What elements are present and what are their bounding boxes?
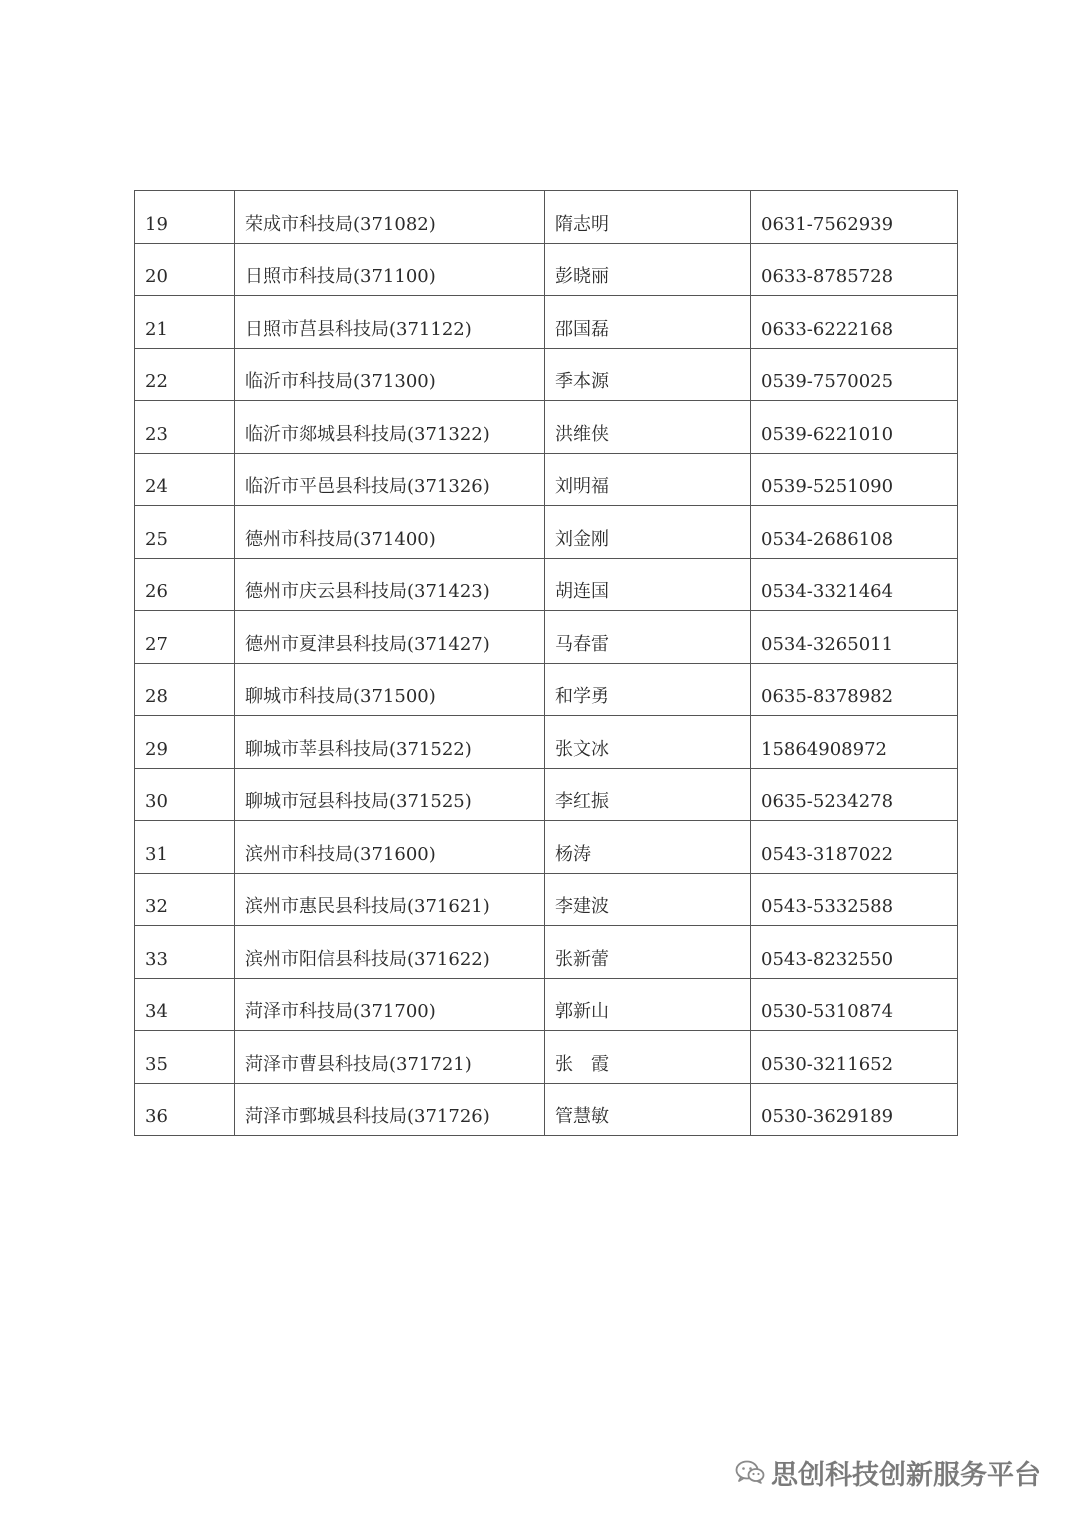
organization-cell	[235, 191, 545, 244]
phone-cell-text: 0633-8785728	[761, 266, 894, 288]
row-number-cell-text: 26	[145, 581, 168, 603]
contact-name-cell	[545, 506, 751, 559]
phone-cell-text: 0633-6222168	[761, 318, 894, 340]
contact-name-cell-text: 杨涛	[555, 843, 591, 865]
row-number-cell	[135, 611, 235, 664]
contact-name-cell	[545, 978, 751, 1031]
contact-name-cell	[545, 191, 751, 244]
organization-cell-text: 荣成市科技局(371082)	[245, 213, 436, 235]
row-number-cell	[135, 1031, 235, 1084]
table-row	[135, 348, 958, 401]
contact-name-cell	[545, 768, 751, 821]
contact-name-cell-text: 胡连国	[555, 581, 609, 603]
table-row	[135, 1083, 958, 1136]
row-number-cell-text: 28	[145, 686, 168, 708]
table-row	[135, 1031, 958, 1084]
contact-name-cell-text: 洪维侠	[555, 423, 609, 445]
organization-cell	[235, 611, 545, 664]
table-row	[135, 191, 958, 244]
organization-cell-text: 德州市科技局(371400)	[245, 528, 436, 550]
organization-cell-text: 德州市夏津县科技局(371427)	[245, 633, 490, 655]
organization-cell-text: 日照市科技局(371100)	[245, 266, 436, 288]
organization-cell-text: 临沂市平邑县科技局(371326)	[245, 476, 490, 498]
phone-cell	[751, 296, 958, 349]
row-number-cell	[135, 768, 235, 821]
row-number-cell-text: 21	[145, 318, 168, 340]
organization-cell	[235, 873, 545, 926]
row-number-cell	[135, 243, 235, 296]
row-number-cell-text: 27	[145, 633, 168, 655]
row-number-cell-text: 20	[145, 266, 168, 288]
row-number-cell	[135, 506, 235, 559]
contact-table	[134, 190, 958, 1136]
contact-name-cell-text: 彭晓丽	[555, 266, 609, 288]
contact-name-cell-text: 隋志明	[555, 213, 609, 235]
row-number-cell	[135, 926, 235, 979]
wechat-icon	[735, 1459, 765, 1485]
phone-cell-text: 0530-3629189	[761, 1106, 894, 1128]
row-number-cell	[135, 453, 235, 506]
contact-name-cell	[545, 348, 751, 401]
contact-name-cell-text: 刘明福	[555, 476, 609, 498]
phone-cell	[751, 558, 958, 611]
organization-cell-text: 菏泽市鄄城县科技局(371726)	[245, 1106, 490, 1128]
phone-cell	[751, 401, 958, 454]
phone-cell	[751, 926, 958, 979]
contact-name-cell	[545, 401, 751, 454]
contact-name-cell	[545, 716, 751, 769]
table-row	[135, 243, 958, 296]
row-number-cell-text: 34	[145, 1001, 168, 1023]
phone-cell-text: 15864908972	[761, 738, 887, 760]
contact-name-cell	[545, 558, 751, 611]
phone-cell-text: 0543-5332588	[761, 896, 894, 918]
row-number-cell-text: 31	[145, 843, 168, 865]
contact-name-cell	[545, 663, 751, 716]
organization-cell-text: 临沂市科技局(371300)	[245, 371, 436, 393]
organization-cell	[235, 663, 545, 716]
row-number-cell	[135, 978, 235, 1031]
organization-cell	[235, 978, 545, 1031]
row-number-cell-text: 25	[145, 528, 168, 550]
contact-name-cell	[545, 821, 751, 874]
table-body	[135, 191, 958, 1136]
phone-cell	[751, 191, 958, 244]
organization-cell	[235, 821, 545, 874]
phone-cell	[751, 1083, 958, 1136]
contact-name-cell-text: 张文冰	[555, 738, 609, 760]
organization-cell-text: 聊城市冠县科技局(371525)	[245, 791, 472, 813]
contact-name-cell	[545, 926, 751, 979]
row-number-cell	[135, 663, 235, 716]
table-row	[135, 506, 958, 559]
phone-cell	[751, 978, 958, 1031]
phone-cell	[751, 1031, 958, 1084]
row-number-cell-text: 24	[145, 476, 168, 498]
row-number-cell	[135, 1083, 235, 1136]
phone-cell-text: 0539-5251090	[761, 476, 894, 498]
phone-cell-text: 0539-6221010	[761, 423, 894, 445]
organization-cell-text: 聊城市莘县科技局(371522)	[245, 738, 472, 760]
phone-cell-text: 0539-7570025	[761, 371, 894, 393]
organization-cell-text: 菏泽市曹县科技局(371721)	[245, 1053, 472, 1075]
contact-name-cell-text: 季本源	[555, 371, 609, 393]
table-row	[135, 873, 958, 926]
row-number-cell-text: 32	[145, 896, 168, 918]
organization-cell	[235, 1083, 545, 1136]
phone-cell-text: 0534-3265011	[761, 633, 894, 655]
row-number-cell-text: 36	[145, 1106, 168, 1128]
watermark	[735, 1452, 1041, 1492]
phone-cell-text: 0543-3187022	[761, 843, 894, 865]
row-number-cell	[135, 191, 235, 244]
phone-cell-text: 0543-8232550	[761, 948, 894, 970]
organization-cell-text: 德州市庆云县科技局(371423)	[245, 581, 490, 603]
row-number-cell-text: 35	[145, 1053, 168, 1075]
table-row	[135, 716, 958, 769]
row-number-cell-text: 22	[145, 371, 168, 393]
phone-cell-text: 0534-3321464	[761, 581, 894, 603]
table-row	[135, 401, 958, 454]
phone-cell	[751, 243, 958, 296]
phone-cell	[751, 768, 958, 821]
table-row	[135, 453, 958, 506]
organization-cell	[235, 453, 545, 506]
organization-cell-text: 日照市莒县科技局(371122)	[245, 318, 472, 340]
organization-cell-text: 滨州市惠民县科技局(371621)	[245, 896, 490, 918]
contact-name-cell-text: 邵国磊	[555, 318, 609, 340]
table-row	[135, 978, 958, 1031]
organization-cell	[235, 348, 545, 401]
phone-cell	[751, 873, 958, 926]
contact-name-cell-text: 马春雷	[555, 633, 609, 655]
phone-cell-text: 0635-5234278	[761, 791, 894, 813]
row-number-cell-text: 30	[145, 791, 168, 813]
phone-cell	[751, 663, 958, 716]
table-row	[135, 926, 958, 979]
phone-cell-text: 0534-2686108	[761, 528, 894, 550]
phone-cell-text: 0530-3211652	[761, 1053, 894, 1075]
organization-cell	[235, 558, 545, 611]
row-number-cell	[135, 296, 235, 349]
row-number-cell-text: 19	[145, 213, 168, 235]
organization-cell-text: 临沂市郯城县科技局(371322)	[245, 423, 490, 445]
contact-name-cell	[545, 1031, 751, 1084]
table-row	[135, 768, 958, 821]
contact-name-cell-text: 郭新山	[555, 1001, 609, 1023]
organization-cell-text: 滨州市科技局(371600)	[245, 843, 436, 865]
watermark-text: 思创科技创新服务平台	[771, 1459, 1041, 1491]
organization-cell-text: 菏泽市科技局(371700)	[245, 1001, 436, 1023]
organization-cell	[235, 716, 545, 769]
organization-cell	[235, 506, 545, 559]
contact-name-cell-text: 刘金刚	[555, 528, 609, 550]
row-number-cell	[135, 716, 235, 769]
phone-cell	[751, 453, 958, 506]
contact-name-cell	[545, 296, 751, 349]
contact-name-cell-text: 李红振	[555, 791, 609, 813]
contact-name-cell	[545, 243, 751, 296]
organization-cell-text: 聊城市科技局(371500)	[245, 686, 436, 708]
table-row	[135, 821, 958, 874]
row-number-cell	[135, 558, 235, 611]
contact-name-cell	[545, 453, 751, 506]
contact-name-cell-text: 张 霞	[555, 1053, 609, 1075]
contact-name-cell-text: 张新蕾	[555, 948, 609, 970]
table-row	[135, 611, 958, 664]
contact-name-cell	[545, 1083, 751, 1136]
organization-cell	[235, 401, 545, 454]
row-number-cell-text: 29	[145, 738, 168, 760]
phone-cell	[751, 348, 958, 401]
organization-cell	[235, 926, 545, 979]
row-number-cell	[135, 348, 235, 401]
organization-cell	[235, 768, 545, 821]
phone-cell	[751, 506, 958, 559]
phone-cell-text: 0530-5310874	[761, 1001, 894, 1023]
contact-name-cell-text: 管慧敏	[555, 1106, 609, 1128]
organization-cell	[235, 296, 545, 349]
table-row	[135, 663, 958, 716]
row-number-cell	[135, 873, 235, 926]
contact-name-cell-text: 李建波	[555, 896, 609, 918]
contact-name-cell-text: 和学勇	[555, 686, 609, 708]
organization-cell-text: 滨州市阳信县科技局(371622)	[245, 948, 490, 970]
row-number-cell-text: 23	[145, 423, 168, 445]
row-number-cell	[135, 821, 235, 874]
contact-name-cell	[545, 611, 751, 664]
table-row	[135, 558, 958, 611]
row-number-cell	[135, 401, 235, 454]
table-row	[135, 296, 958, 349]
phone-cell-text: 0635-8378982	[761, 686, 894, 708]
phone-cell-text: 0631-7562939	[761, 213, 894, 235]
contact-name-cell	[545, 873, 751, 926]
organization-cell	[235, 243, 545, 296]
phone-cell	[751, 821, 958, 874]
organization-cell	[235, 1031, 545, 1084]
row-number-cell-text: 33	[145, 948, 168, 970]
phone-cell	[751, 716, 958, 769]
phone-cell	[751, 611, 958, 664]
